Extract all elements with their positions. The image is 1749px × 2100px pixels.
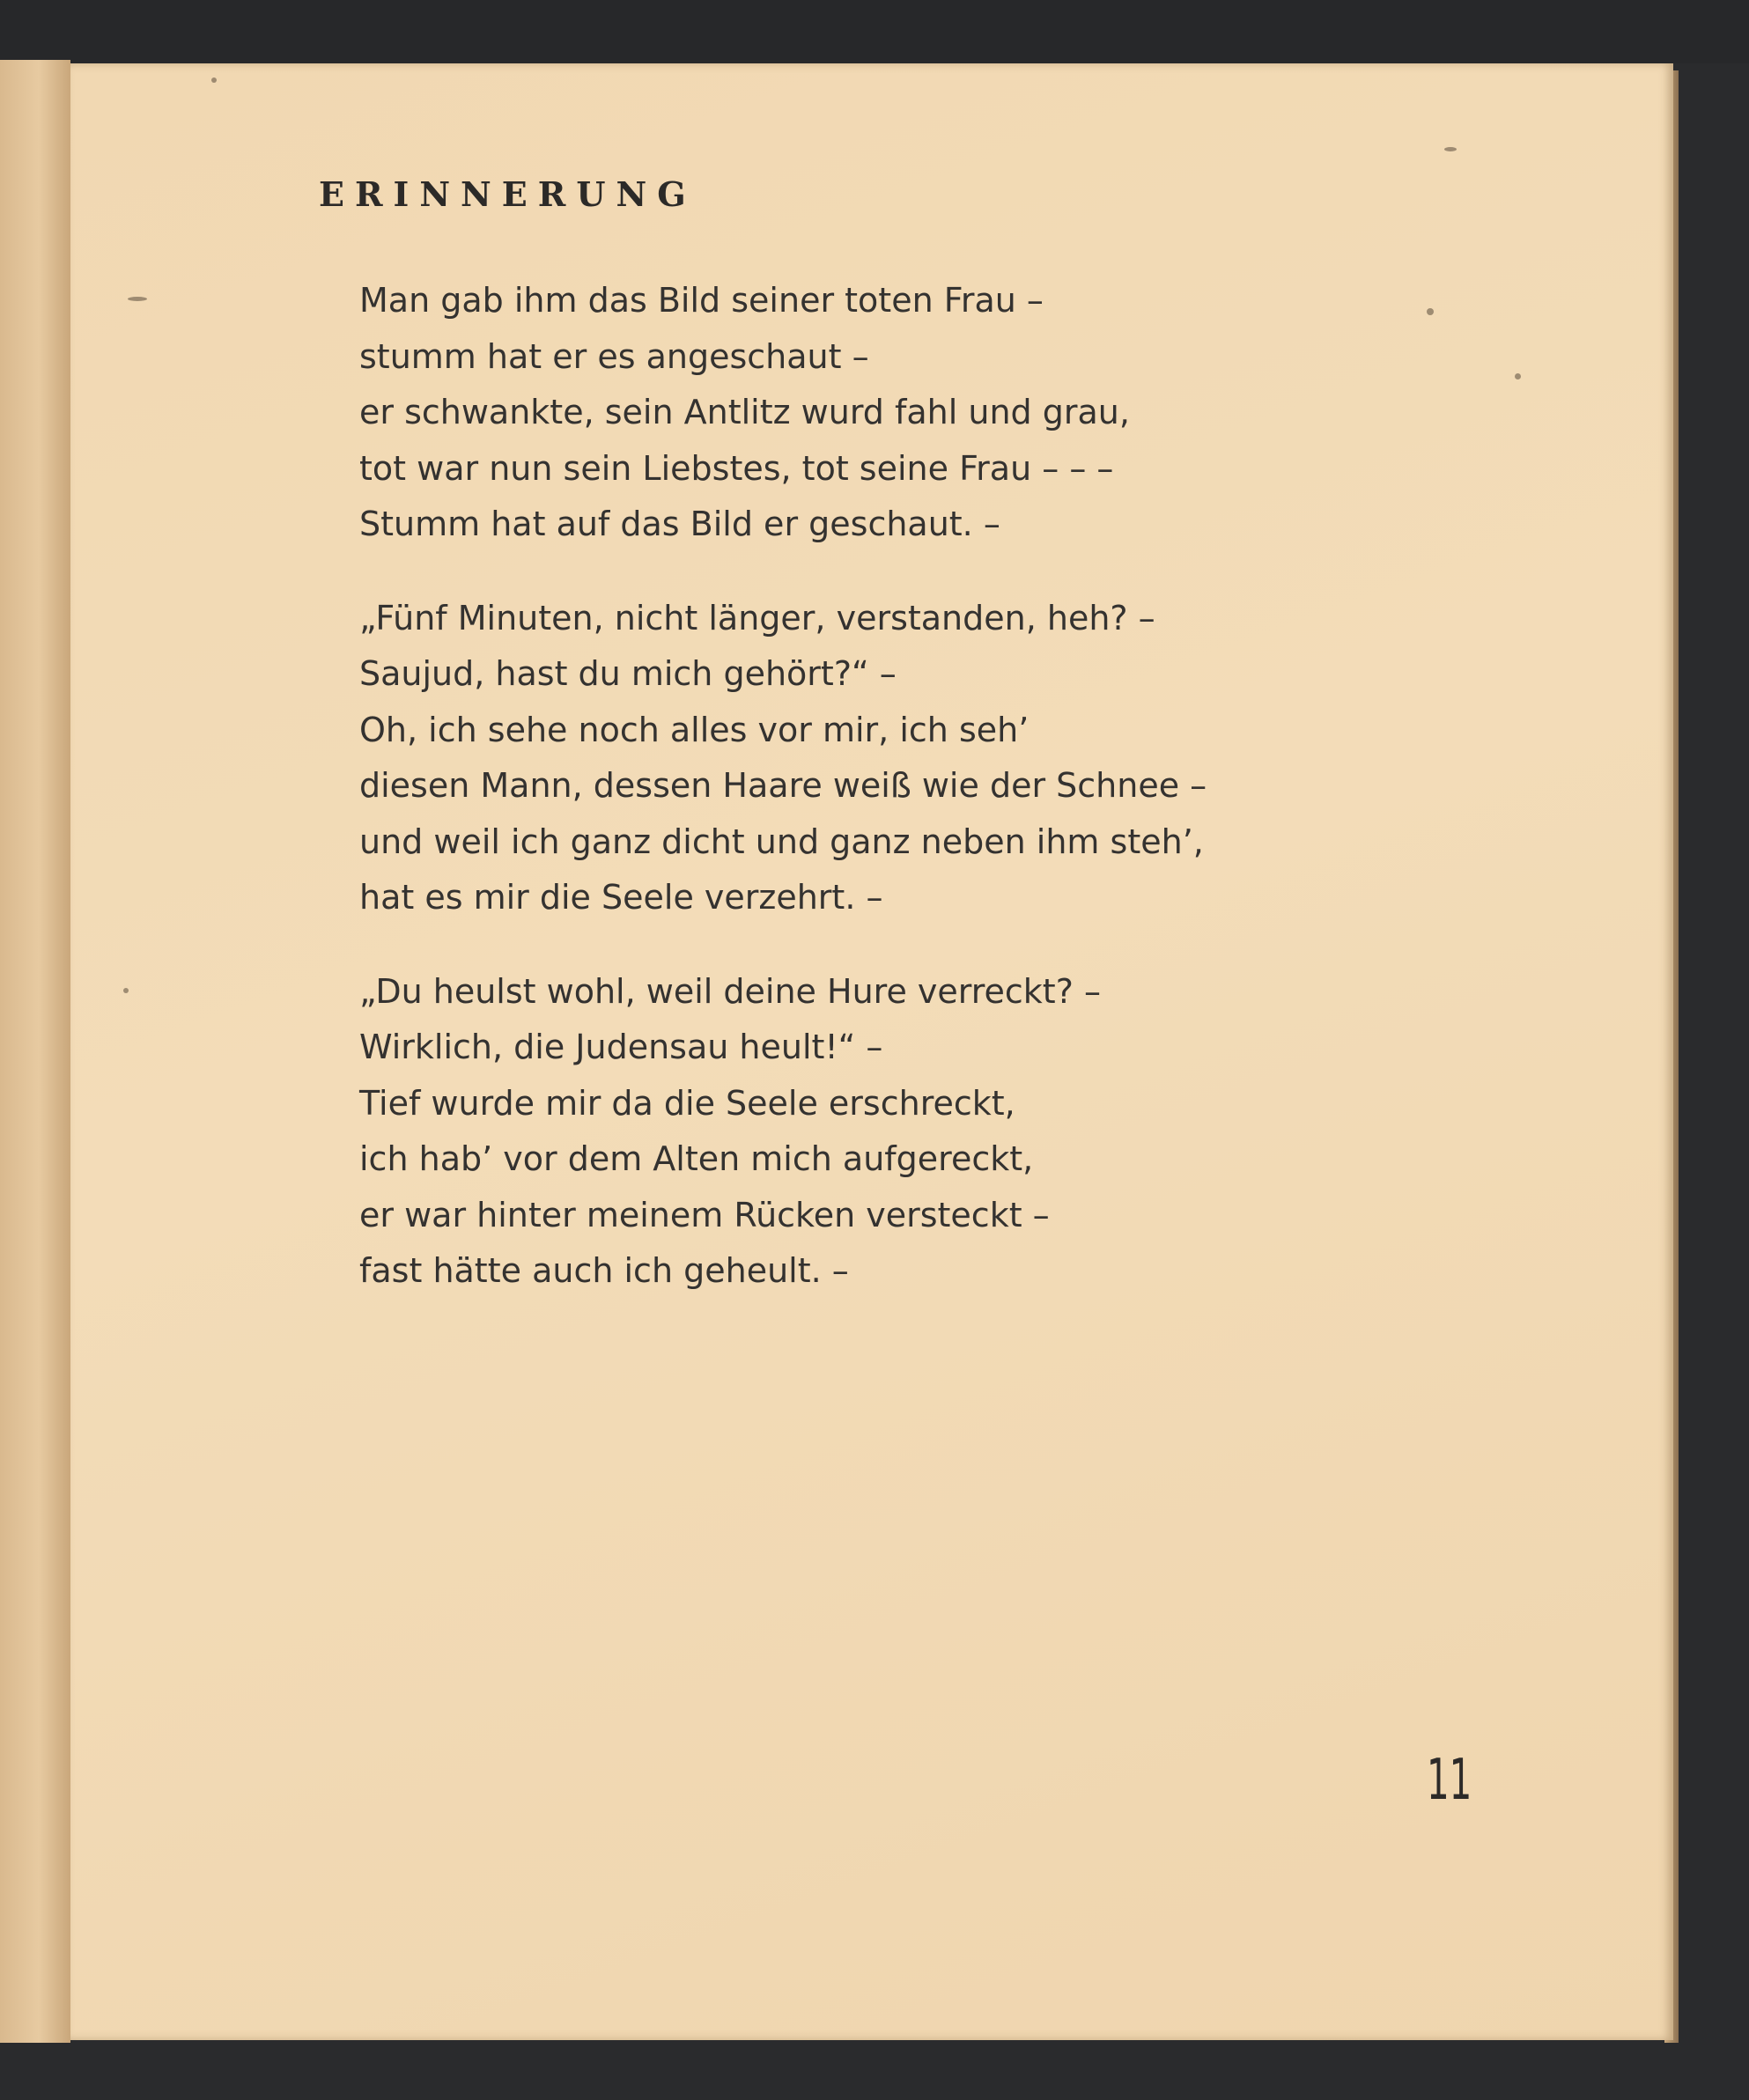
- poem-line: hat es mir die Seele verzehrt. –: [359, 878, 883, 917]
- stanza-1: [359, 273, 1328, 553]
- poem-line: Tief wurde mir da die Seele erschreckt,: [359, 1083, 1015, 1123]
- poem-line: diesen Mann, dessen Haare weiß wie der Schnee –: [359, 766, 1207, 805]
- paper-speck: [1515, 373, 1521, 379]
- poem-line: ich hab’ vor dem Alten mich aufgereckt,: [359, 1139, 1034, 1178]
- poem-title: ERINNERUNG: [319, 174, 697, 214]
- poem-line: Stumm hat auf das Bild er geschaut. –: [359, 505, 1000, 543]
- paper-speck: [211, 77, 217, 83]
- poem-line: tot war nun sein Liebstes, tot seine Frau – – –: [359, 448, 1114, 488]
- poem-body: [359, 273, 1328, 1337]
- poem-line: „Du heulst wohl, weil deine Hure verreckt? –: [359, 971, 1101, 1011]
- stanza-2: [359, 591, 1328, 926]
- poem-line: Man gab ihm das Bild seiner toten Frau –: [359, 281, 1044, 320]
- stanza-3: [359, 964, 1328, 1300]
- poem-line: er schwankte, sein Antlitz wurd fahl und grau,: [359, 393, 1130, 431]
- poem-line: stumm hat er es angeschaut –: [359, 336, 869, 376]
- poem-line: er war hinter meinem Rücken versteckt –: [359, 1195, 1050, 1234]
- paper-speck: [1427, 308, 1434, 315]
- poem-line: und weil ich ganz dicht und ganz neben ihm steh’,: [359, 822, 1204, 861]
- poem-line: Saujud, hast du mich gehört?“ –: [359, 654, 897, 693]
- facing-page-edge: [0, 60, 70, 2043]
- poem-line: fast hätte auch ich geheult. –: [359, 1251, 849, 1290]
- paper-speck: [128, 297, 147, 301]
- paper-speck: [1444, 147, 1457, 151]
- poem-line: Oh, ich sehe noch alles vor mir, ich seh’: [359, 710, 1029, 749]
- scan-background-top: [0, 0, 1749, 63]
- page-number: 11: [1427, 1748, 1472, 1813]
- poem-line: Wirklich, die Judensau heult!“ –: [359, 1028, 883, 1066]
- paper-speck: [123, 988, 129, 993]
- poem-line: „Fünf Minuten, nicht länger, verstanden, heh? –: [359, 598, 1155, 637]
